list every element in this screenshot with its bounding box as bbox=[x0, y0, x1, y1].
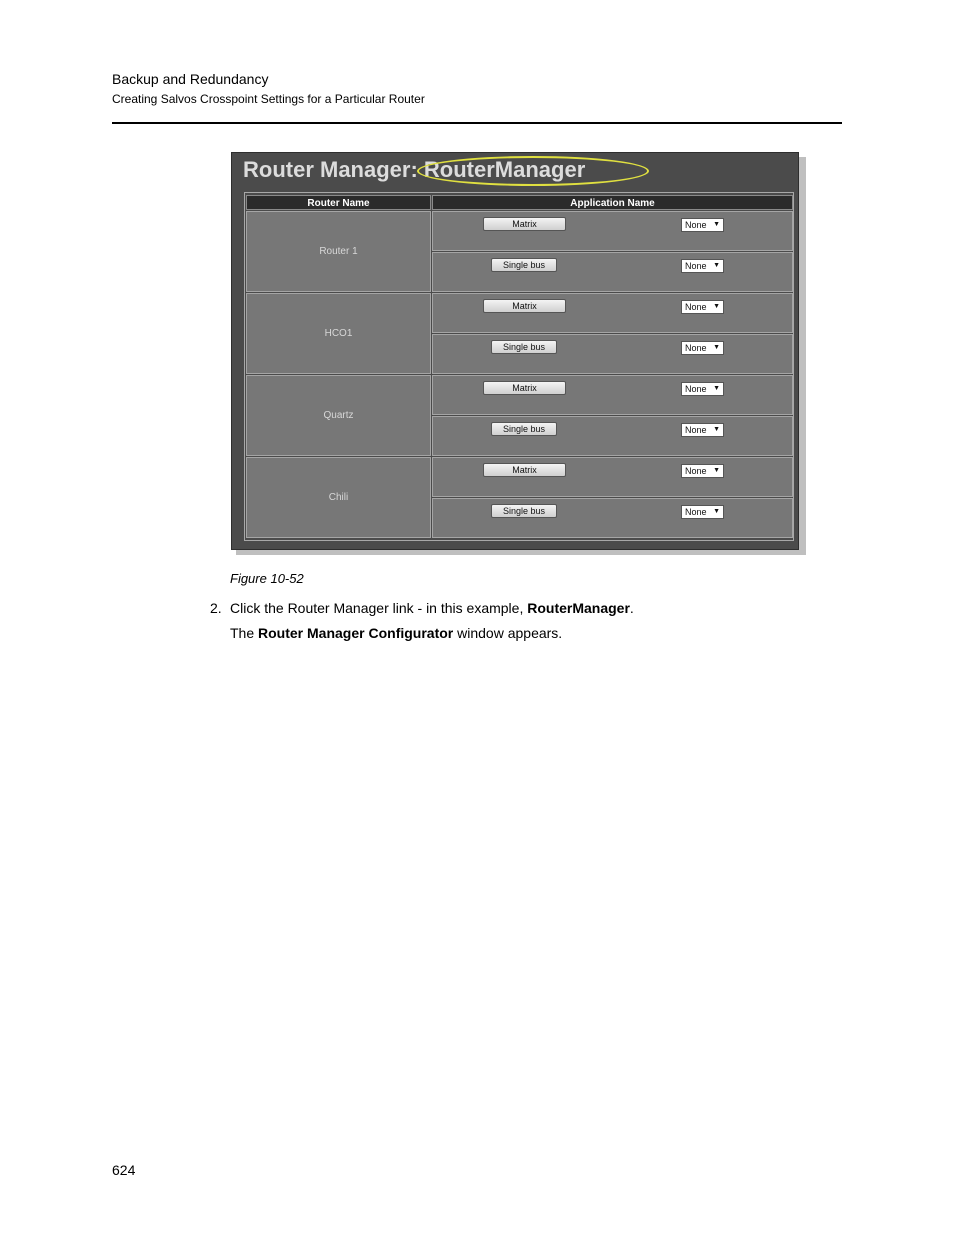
app-select-value: None bbox=[685, 384, 707, 394]
app-select[interactable] bbox=[681, 300, 724, 314]
step-text-end: . bbox=[629, 600, 634, 616]
app-select[interactable] bbox=[681, 464, 724, 478]
router-manager-screenshot bbox=[231, 152, 799, 550]
app-cell bbox=[432, 416, 793, 456]
router-name: Router 1 bbox=[319, 246, 358, 257]
router-name-cell bbox=[246, 457, 431, 538]
matrix-button[interactable]: Matrix bbox=[483, 299, 566, 313]
chevron-down-icon: ▼ bbox=[713, 426, 720, 433]
router-name: HCO1 bbox=[324, 328, 353, 339]
app-cell bbox=[432, 293, 793, 333]
app-select[interactable] bbox=[681, 341, 724, 355]
app-cell bbox=[432, 375, 793, 415]
app-cell bbox=[432, 334, 793, 374]
app-cell bbox=[432, 252, 793, 292]
router-manager-title: Router Manager: RouterManager bbox=[243, 157, 586, 182]
figure-caption: Figure 10-52 bbox=[230, 571, 304, 586]
app-select-value: None bbox=[685, 343, 707, 353]
step-2 bbox=[210, 600, 634, 616]
app-cell bbox=[432, 457, 793, 497]
section-title: Creating Salvos Crosspoint Settings for a Particular Router bbox=[112, 92, 425, 106]
chevron-down-icon: ▼ bbox=[713, 385, 720, 392]
column-header-router-name: Router Name bbox=[246, 195, 431, 210]
app-select[interactable] bbox=[681, 505, 724, 519]
router-name-cell bbox=[246, 293, 431, 374]
chapter-title: Backup and Redundancy bbox=[112, 71, 269, 87]
step-number: 2. bbox=[210, 600, 222, 616]
router-name-cell bbox=[246, 211, 431, 292]
matrix-button[interactable]: Matrix bbox=[483, 463, 566, 477]
header-rule bbox=[112, 122, 842, 124]
result-bold-term: Router Manager Configurator bbox=[258, 625, 454, 641]
app-select-value: None bbox=[685, 302, 707, 312]
single-bus-button[interactable]: Single bus bbox=[491, 340, 557, 354]
app-select[interactable] bbox=[681, 218, 724, 232]
result-text-end: window appears. bbox=[453, 625, 563, 641]
app-cell bbox=[432, 211, 793, 251]
chevron-down-icon: ▼ bbox=[713, 508, 720, 515]
step-bold-term: RouterManager bbox=[527, 600, 630, 616]
app-select[interactable] bbox=[681, 382, 724, 396]
router-table bbox=[244, 192, 794, 541]
router-name: Chili bbox=[328, 492, 349, 503]
app-cell bbox=[432, 498, 793, 538]
matrix-button[interactable]: Matrix bbox=[483, 217, 566, 231]
app-select-value: None bbox=[685, 220, 707, 230]
chevron-down-icon: ▼ bbox=[713, 262, 720, 269]
matrix-button[interactable]: Matrix bbox=[483, 381, 566, 395]
column-header-application-name: Application Name bbox=[432, 195, 793, 210]
app-select-value: None bbox=[685, 507, 707, 517]
app-select-value: None bbox=[685, 261, 707, 271]
app-select[interactable] bbox=[681, 259, 724, 273]
step-text: Click the Router Manager link - in this example, bbox=[230, 600, 528, 616]
step-2-result bbox=[230, 625, 562, 641]
router-name-cell bbox=[246, 375, 431, 456]
single-bus-button[interactable]: Single bus bbox=[491, 258, 557, 272]
app-select-value: None bbox=[685, 425, 707, 435]
chevron-down-icon: ▼ bbox=[713, 221, 720, 228]
result-text: The bbox=[230, 625, 259, 641]
highlight-ellipse bbox=[417, 156, 649, 186]
chevron-down-icon: ▼ bbox=[713, 303, 720, 310]
single-bus-button[interactable]: Single bus bbox=[491, 422, 557, 436]
single-bus-button[interactable]: Single bus bbox=[491, 504, 557, 518]
router-name: Quartz bbox=[323, 410, 354, 421]
chevron-down-icon: ▼ bbox=[713, 344, 720, 351]
chevron-down-icon: ▼ bbox=[713, 467, 720, 474]
app-select[interactable] bbox=[681, 423, 724, 437]
app-select-value: None bbox=[685, 466, 707, 476]
page-number: 624 bbox=[112, 1162, 136, 1178]
